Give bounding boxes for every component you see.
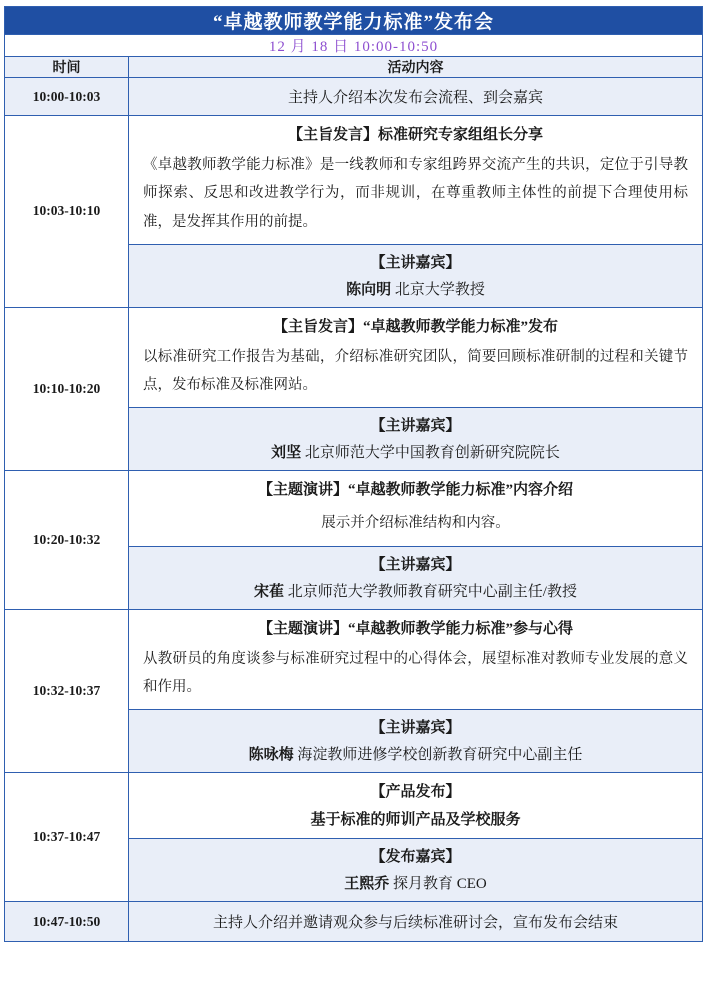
segment-summary: 主持人介绍本次发布会流程、到会嘉宾 xyxy=(129,78,702,115)
table-row xyxy=(5,902,703,942)
segment-speaker xyxy=(129,710,702,772)
speaker-label: 【主讲嘉宾】 xyxy=(370,254,461,271)
segment-speaker xyxy=(129,547,702,609)
speaker-name: 刘坚 xyxy=(271,445,302,462)
row-content xyxy=(129,902,703,942)
row-time: 10:37-10:47 xyxy=(5,773,129,902)
segment-talk xyxy=(129,308,702,409)
segment-speaker xyxy=(129,408,702,470)
page-title: “卓越教师教学能力标准”发布会 xyxy=(5,7,703,35)
event-date: 12 月 18 日 10:00-10:50 xyxy=(5,35,703,57)
row-content xyxy=(129,609,703,773)
speaker-title: 探月教育 CEO xyxy=(393,876,487,893)
segment-talk xyxy=(129,773,702,839)
row-time: 10:00-10:03 xyxy=(5,78,129,116)
speaker-info xyxy=(129,578,702,609)
speaker-info xyxy=(129,276,702,307)
row-time: 10:32-10:37 xyxy=(5,609,129,773)
header-row xyxy=(5,57,703,78)
row-content xyxy=(129,773,703,902)
segment-talk xyxy=(129,471,702,547)
segment-body: 《卓越教师教学能力标准》是一线教师和专家组跨界交流产生的共识，定位于引导教师探索、反思和改进教学行为，而非规训，在尊重教师主体性的前提下合理使用标准，是发挥其作用的前提。 xyxy=(143,157,688,230)
speaker-title: 北京师范大学教师教育研究中心副主任/教授 xyxy=(287,583,577,600)
row-time: 10:20-10:32 xyxy=(5,471,129,610)
segment-heading: 【主题演讲】“卓越教师教学能力标准”内容介绍 xyxy=(257,482,573,499)
row-time: 10:47-10:50 xyxy=(5,902,129,942)
speaker-name: 宋萑 xyxy=(254,583,285,600)
segment-speaker xyxy=(129,245,702,307)
row-time: 10:10-10:20 xyxy=(5,307,129,471)
row-content xyxy=(129,78,703,116)
speaker-title: 北京师范大学中国教育创新研究院院长 xyxy=(304,445,560,462)
speaker-info xyxy=(129,439,702,470)
speaker-label: 【主讲嘉宾】 xyxy=(370,720,461,737)
agenda-table xyxy=(4,6,703,942)
title-row xyxy=(5,7,703,35)
date-row xyxy=(5,35,703,57)
speaker-label: 【主讲嘉宾】 xyxy=(370,418,461,435)
table-row xyxy=(5,609,703,773)
segment-body: 基于标准的师训产品及学校服务 xyxy=(310,812,521,829)
segment-heading: 【主旨发言】标准研究专家组组长分享 xyxy=(287,127,543,143)
speaker-name: 陈向明 xyxy=(346,281,392,298)
table-row xyxy=(5,116,703,308)
speaker-title: 海淀教师进修学校创新教育研究中心副主任 xyxy=(297,747,583,764)
speaker-label: 【发布嘉宾】 xyxy=(370,849,461,866)
table-row xyxy=(5,78,703,116)
table-row xyxy=(5,307,703,471)
speaker-title: 北京大学教授 xyxy=(394,281,485,298)
table-row xyxy=(5,773,703,902)
row-time: 10:03-10:10 xyxy=(5,116,129,308)
segment-speaker xyxy=(129,839,702,901)
segment-body: 以标准研究工作报告为基础，介绍标准研究团队，简要回顾标准研制的过程和关键节点，发布标准及标准网站。 xyxy=(143,348,688,394)
speaker-label: 【主讲嘉宾】 xyxy=(370,556,461,573)
row-content xyxy=(129,471,703,610)
segment-talk xyxy=(129,116,702,245)
speaker-name: 王熙乔 xyxy=(344,876,390,893)
segment-body: 展示并介绍标准结构和内容。 xyxy=(321,515,510,532)
segment-body: 从教研员的角度谈参与标准研究过程中的心得体会，展望标准对教师专业发展的意义和作用。 xyxy=(143,650,688,696)
column-header-content: 活动内容 xyxy=(129,57,703,78)
segment-summary: 主持人介绍并邀请观众参与后续标准研讨会，宣布发布会结束 xyxy=(129,902,702,941)
segment-heading: 【产品发布】 xyxy=(370,784,461,801)
column-header-time: 时间 xyxy=(5,57,129,78)
row-content xyxy=(129,307,703,471)
speaker-info xyxy=(129,741,702,772)
row-content xyxy=(129,116,703,308)
speaker-name: 陈咏梅 xyxy=(248,747,294,764)
segment-heading: 【主题演讲】“卓越教师教学能力标准”参与心得 xyxy=(257,620,573,637)
segment-talk xyxy=(129,610,702,711)
speaker-info xyxy=(129,870,702,901)
segment-heading: 【主旨发言】“卓越教师教学能力标准”发布 xyxy=(272,318,558,335)
table-row xyxy=(5,471,703,610)
